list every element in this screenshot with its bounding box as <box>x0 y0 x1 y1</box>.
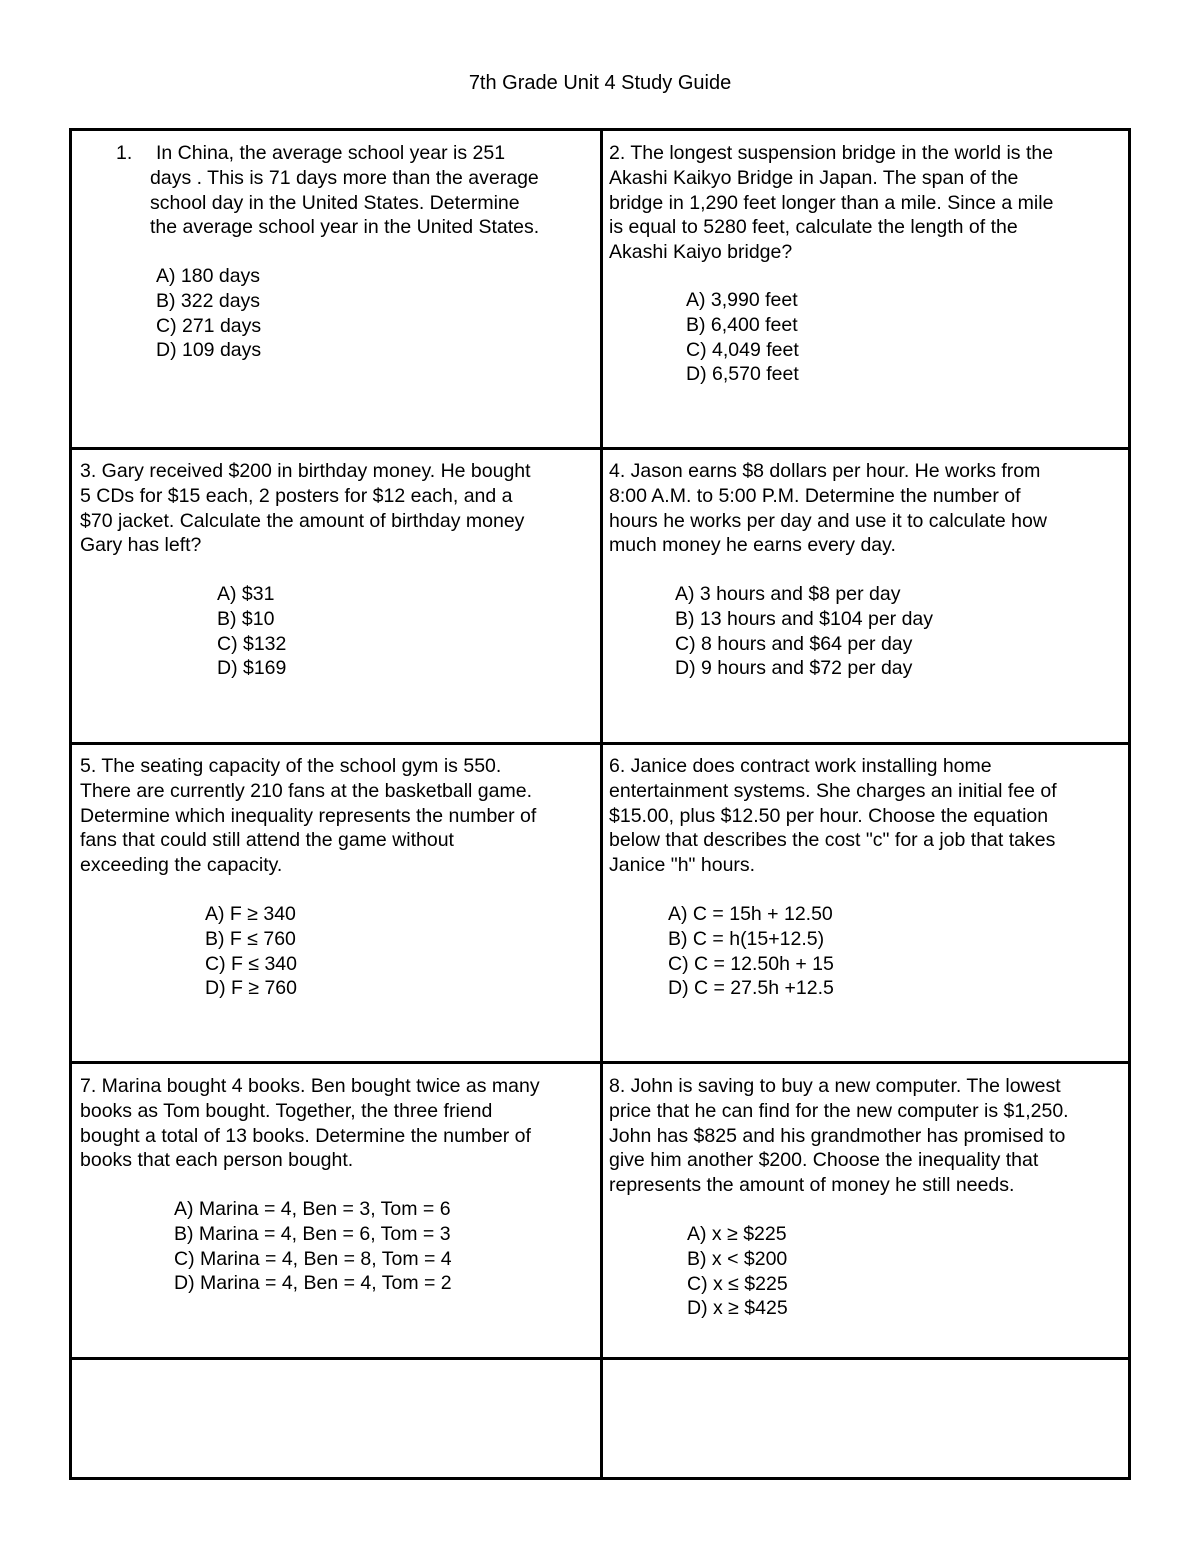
question-7-text-line: bought a total of 13 books. Determine the number of <box>80 1124 531 1147</box>
question-4-option-a: A) 3 hours and $8 per day <box>675 583 901 605</box>
question-5-option-d: D) F ≥ 760 <box>205 977 297 1000</box>
question-5-option-b: B) F ≤ 760 <box>205 927 296 950</box>
question-5-text-line: fans that could still attend the game without <box>80 829 454 852</box>
question-2 <box>609 141 1054 386</box>
grid-divider-vertical <box>600 131 603 1477</box>
question-3-option-c: C) $132 <box>217 632 287 655</box>
question-2-option-d: D) 6,570 feet <box>686 363 799 386</box>
question-1-text-line: In China, the average school year is 251 <box>156 142 506 164</box>
question-7 <box>80 1074 540 1295</box>
question-6-option-a: A) C = 15h + 12.50 <box>668 903 833 925</box>
question-2-text-line: Akashi Kaikyo Bridge in Japan. The span of the <box>609 166 1019 189</box>
question-4-option-d: D) 9 hours and $72 per day <box>675 657 913 680</box>
question-1-option-b: B) 322 days <box>156 289 261 312</box>
question-1-option-a: A) 180 days <box>156 265 261 287</box>
question-4-text-line: 8:00 A.M. to 5:00 P.M. Determine the number of <box>609 484 1021 507</box>
question-8-text-line: give him another $200. Choose the inequality that <box>609 1149 1039 1172</box>
question-3-text-line: 3. Gary received $200 in birthday money. He bought <box>80 460 531 482</box>
question-5 <box>80 754 537 1000</box>
question-2-text-line: 2. The longest suspension bridge in the world is the <box>609 142 1054 164</box>
question-6 <box>609 754 1057 1000</box>
question-5-text-line: 5. The seating capacity of the school gym is 550. <box>80 755 502 777</box>
question-8-text-line: John has $825 and his grandmother has promised to <box>609 1124 1066 1147</box>
question-7-text-line: books as Tom bought. Together, the three friend <box>80 1099 493 1122</box>
question-3-option-b: B) $10 <box>217 607 275 630</box>
grid-divider-row-4 <box>72 1357 1128 1360</box>
question-8-option-a: A) x ≥ $225 <box>687 1223 787 1245</box>
question-1-number: 1. <box>116 142 133 164</box>
question-4-text-line: 4. Jason earns $8 dollars per hour. He works from <box>609 460 1041 482</box>
grid-divider-row-1 <box>72 447 1128 450</box>
question-6-option-c: C) C = 12.50h + 15 <box>668 952 834 975</box>
question-2-text-line: bridge in 1,290 feet longer than a mile. Since a mile <box>609 191 1054 214</box>
question-5-option-a: A) F ≥ 340 <box>205 903 296 925</box>
question-7-option-a: A) Marina = 4, Ben = 3, Tom = 6 <box>174 1198 451 1220</box>
question-5-option-c: C) F ≤ 340 <box>205 952 297 975</box>
question-3-text-line: 5 CDs for $15 each, 2 posters for $12 each, and a <box>80 484 513 507</box>
question-8-text-line: represents the amount of money he still needs. <box>609 1174 1015 1197</box>
question-1-text-line: school day in the United States. Determine <box>150 191 520 214</box>
question-8-text-line: price that he can find for the new computer is $1,250. <box>609 1099 1069 1122</box>
question-7-text-line: books that each person bought. <box>80 1149 354 1172</box>
question-5-text-line: There are currently 210 fans at the basketball game. <box>80 779 533 802</box>
question-6-text-line: $15.00, plus $12.50 per hour. Choose the equation <box>609 804 1049 827</box>
question-4-option-c: C) 8 hours and $64 per day <box>675 632 913 655</box>
question-2-option-c: C) 4,049 feet <box>686 338 799 361</box>
question-2-text-line: Akashi Kaiyo bridge? <box>609 241 793 264</box>
question-7-option-c: C) Marina = 4, Ben = 8, Tom = 4 <box>174 1247 452 1270</box>
question-6-text-line: 6. Janice does contract work installing home <box>609 755 992 777</box>
question-5-text-line: exceeding the capacity. <box>80 854 283 877</box>
question-8 <box>609 1074 1069 1320</box>
question-4-text-line: much money he earns every day. <box>609 534 896 557</box>
question-6-text-line: entertainment systems. She charges an initial fee of <box>609 779 1057 802</box>
question-2-option-b: B) 6,400 feet <box>686 313 798 336</box>
question-3-option-a: A) $31 <box>217 583 275 605</box>
grid-divider-row-2 <box>72 742 1128 745</box>
question-3-text-line: Gary has left? <box>80 534 202 557</box>
question-4 <box>609 459 1047 680</box>
question-1-option-d: D) 109 days <box>156 339 262 362</box>
question-4-option-b: B) 13 hours and $104 per day <box>675 607 934 630</box>
question-8-option-c: C) x ≤ $225 <box>687 1272 788 1295</box>
question-7-option-d: D) Marina = 4, Ben = 4, Tom = 2 <box>174 1272 452 1295</box>
question-2-text-line: is equal to 5280 feet, calculate the length of the <box>609 216 1018 239</box>
question-1-option-c: C) 271 days <box>156 314 262 337</box>
question-6-option-d: D) C = 27.5h +12.5 <box>668 977 834 1000</box>
question-6-text-line: Janice "h" hours. <box>609 854 756 877</box>
question-6-text-line: below that describes the cost "c" for a job that takes <box>609 829 1056 852</box>
question-3-text-line: $70 jacket. Calculate the amount of birthday money <box>80 509 525 532</box>
question-3-option-d: D) $169 <box>217 657 287 680</box>
question-1-text-line: days . This is 71 days more than the average <box>150 166 539 189</box>
question-7-text-line: 7. Marina bought 4 books. Ben bought twice as many <box>80 1075 540 1097</box>
question-1-text-line: the average school year in the United States. <box>150 216 540 239</box>
question-8-option-b: B) x < $200 <box>687 1247 788 1270</box>
question-6-option-b: B) C = h(15+12.5) <box>668 927 825 950</box>
question-5-text-line: Determine which inequality represents the number of <box>80 804 537 827</box>
question-7-option-b: B) Marina = 4, Ben = 6, Tom = 3 <box>174 1222 451 1245</box>
question-8-text-line: 8. John is saving to buy a new computer. The lowest <box>609 1075 1061 1097</box>
question-8-option-d: D) x ≥ $425 <box>687 1297 788 1320</box>
question-4-text-line: hours he works per day and use it to calculate how <box>609 509 1047 532</box>
question-2-option-a: A) 3,990 feet <box>686 289 798 311</box>
grid-divider-row-3 <box>72 1061 1128 1064</box>
page-title: 7th Grade Unit 4 Study Guide <box>468 72 732 94</box>
question-3 <box>80 459 531 680</box>
